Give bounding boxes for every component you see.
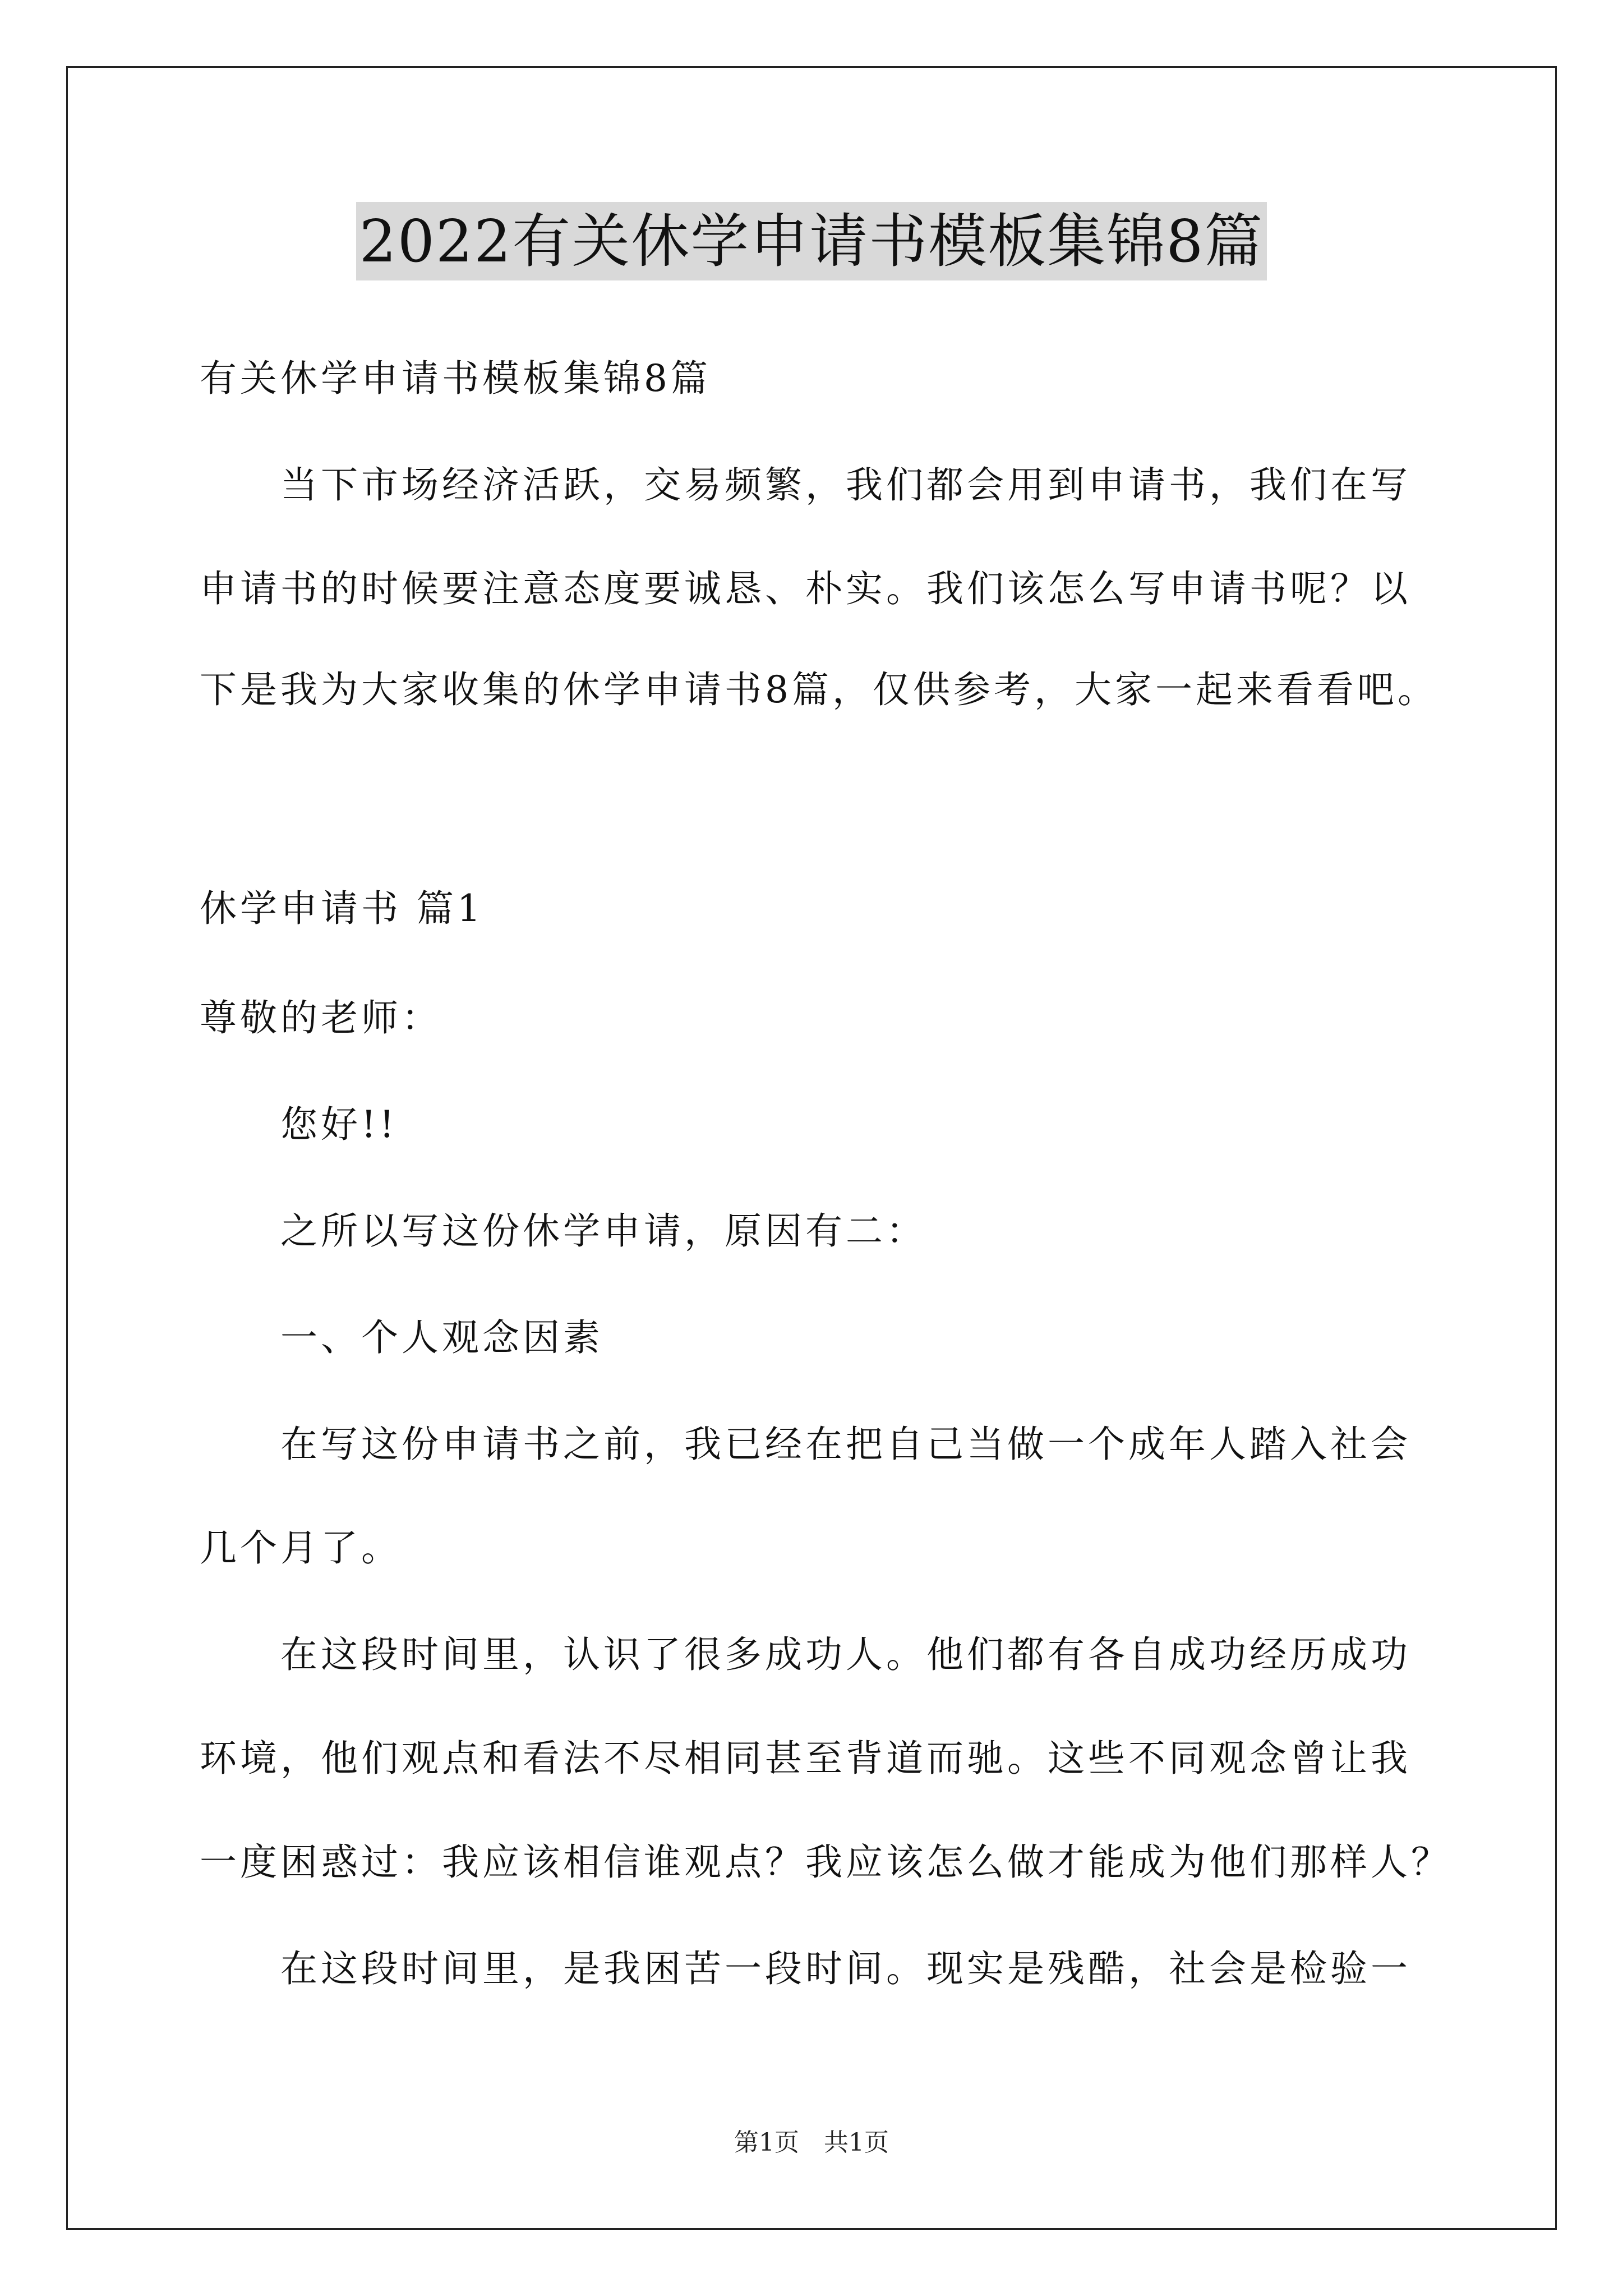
reason-one-heading: 一、个人观念因素 <box>280 1316 603 1359</box>
greeting-line: 您好!! <box>280 1103 398 1146</box>
body-line-4: 环境，他们观点和看法不尽相同甚至背道而驰。这些不同观念曾让我 <box>200 1737 1411 1780</box>
body-line-3: 在这段时间里，认识了很多成功人。他们都有各自成功经历成功 <box>280 1633 1411 1676</box>
document-title: 2022有关休学申请书模板集锦8篇 <box>356 202 1267 280</box>
intro-line-3: 下是我为大家收集的休学申请书8篇，仅供参考，大家一起来看看吧。 <box>200 668 1438 711</box>
body-line-5: 一度困惑过：我应该相信谁观点？我应该怎么做才能成为他们那样人？ <box>200 1841 1451 1884</box>
body-line-2: 几个月了。 <box>200 1526 402 1570</box>
intro-line-2: 申请书的时候要注意态度要诚恳、朴实。我们该怎么写申请书呢？以 <box>200 567 1411 610</box>
page-footer: 第1页 共1页 <box>734 2128 889 2157</box>
subtitle-line: 有关休学申请书模板集锦8篇 <box>200 357 711 400</box>
reason-intro-line: 之所以写这份休学申请，原因有二： <box>280 1209 926 1253</box>
body-line-6: 在这段时间里，是我困苦一段时间。现实是残酷，社会是检验一 <box>280 1947 1411 1990</box>
salutation-line: 尊敬的老师： <box>200 996 442 1039</box>
section-heading: 休学申请书 篇1 <box>200 887 484 930</box>
body-line-1: 在写这份申请书之前，我已经在把自己当做一个成年人踏入社会 <box>280 1423 1411 1466</box>
title-container <box>0 202 1623 280</box>
intro-line-1: 当下市场经济活跃，交易频繁，我们都会用到申请书，我们在写 <box>280 463 1411 507</box>
